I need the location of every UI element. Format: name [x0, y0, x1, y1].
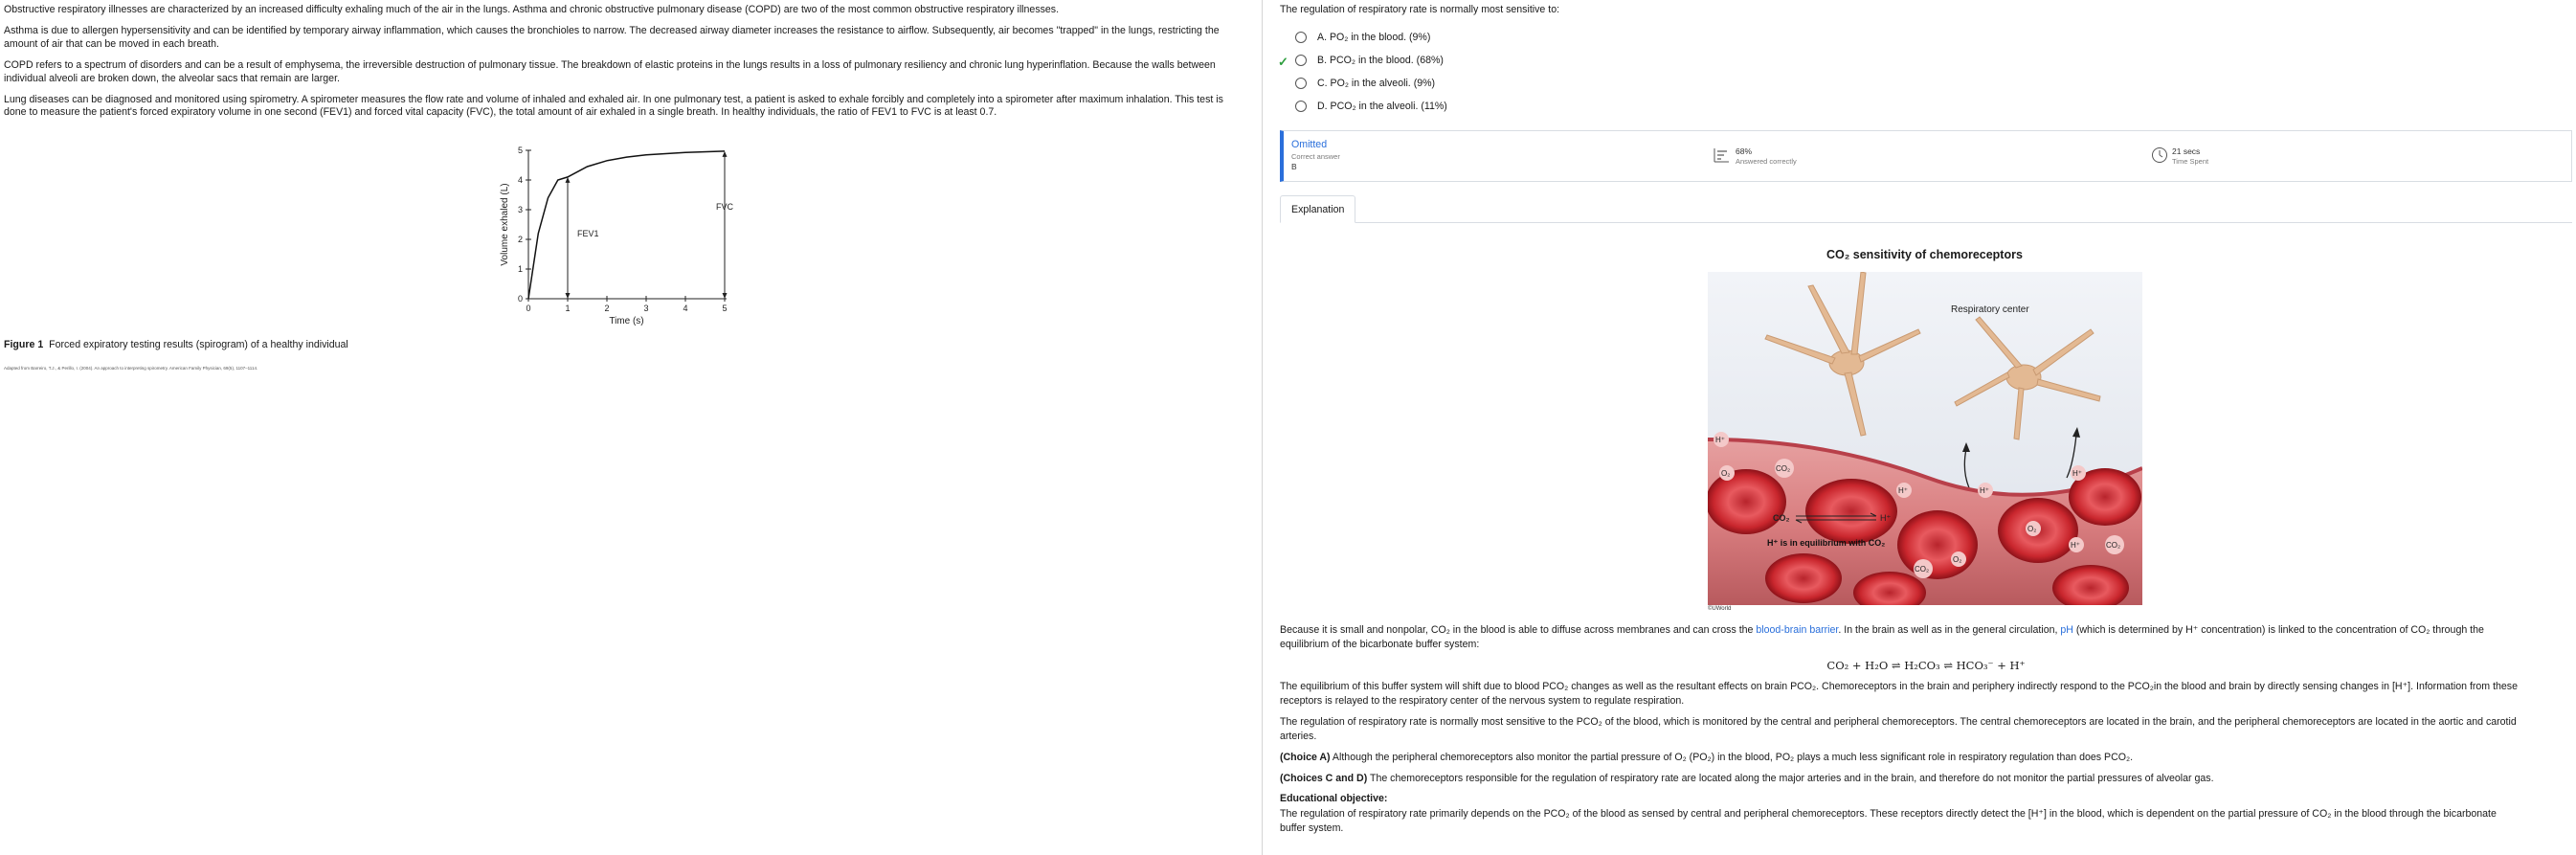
choice-b[interactable]: [1295, 55, 1444, 66]
choice-letter: D.: [1317, 101, 1328, 112]
svg-text:H⁺: H⁺: [2072, 469, 2082, 478]
passage-paragraph-2: Asthma is due to allergen hypersensitivity and can be identified by temporary airway inflammation, which causes the bronchioles to narrow. The decreased airway diameter increases the resistance to airflow. Subsequently, air becomes "trapped" in the lungs, restricting the amount of air that can be moved in each breath.: [4, 25, 1220, 50]
explanation-text: (which is determined by H⁺ concentration) is linked to the concentration of CO₂ through the equilibrium of the bicarbonate buffer system:: [1280, 624, 2484, 650]
answer-stats-box: [1280, 130, 2572, 182]
respiratory-center-label: Respiratory center: [1951, 304, 2029, 315]
chemoreceptor-illustration-svg: [1708, 272, 2142, 605]
choice-letter: A.: [1317, 32, 1328, 43]
figure-caption: [4, 339, 348, 350]
percent-correct-value: 68%: [1736, 146, 1753, 156]
svg-text:CO₂: CO₂: [1915, 565, 1930, 574]
y-tick-label: 3: [517, 205, 523, 214]
choice-text: PCO₂ in the blood.: [1329, 55, 1414, 66]
choice-a[interactable]: [1295, 32, 1430, 43]
illustration-copyright: ©UWorld: [1708, 606, 1732, 612]
passage-paragraph-3: COPD refers to a spectrum of disorders and can be a result of emphysema, the irreversible destruction of pulmonary tissue. The breakdown of elastic proteins in the lungs results in a loss of pulmonary resiliency and chronic lung hyperinflation. Because the walls between individual alveoli are broken down, the alveolar sacs that remain are larger.: [4, 59, 1216, 84]
y-tick-label: 0: [517, 294, 523, 304]
figure-caption-text: Forced expiratory testing results (spirogram) of a healthy individual: [49, 339, 348, 350]
svg-text:H⁺: H⁺: [1980, 486, 1989, 495]
choice-cd-label: (Choices C and D): [1280, 773, 1368, 784]
choice-cd-explanation: [1280, 772, 2524, 786]
annotation-arrowhead: [566, 293, 571, 299]
x-tick-label: 4: [683, 304, 688, 313]
svg-text:O₂: O₂: [1953, 555, 1962, 564]
question-stem: The regulation of respiratory rate is normally most sensitive to:: [1280, 4, 1560, 15]
correct-answer-value: B: [1291, 162, 1297, 171]
choice-a-text: Although the peripheral chemoreceptors also monitor the partial pressure of O₂ (PO₂) in the blood, PO₂ plays a much less significant role in respiratory regulation than does PCO₂.: [1330, 752, 2134, 763]
x-axis-label: Time (s): [609, 316, 644, 326]
explanation-paragraph-3: The regulation of respiratory rate is normally most sensitive to the PCO₂ of the blood, which is monitored by the central and peripheral chemoreceptors. The central chemoreceptors are located in the brain, and the peripheral chemoreceptors are located in the aortic and carotid arteries.: [1280, 716, 2517, 742]
x-tick-label: 5: [722, 304, 728, 313]
x-tick-label: 1: [565, 304, 571, 313]
svg-text:H⁺: H⁺: [1715, 436, 1725, 444]
svg-text:O₂: O₂: [1721, 469, 1731, 478]
spirogram-curve: [528, 151, 725, 299]
svg-text:CO₂: CO₂: [1773, 513, 1790, 523]
svg-text:H⁺: H⁺: [2071, 541, 2080, 550]
choice-text: PCO₂ in the alveoli.: [1330, 101, 1419, 112]
passage-paragraph-1: Obstructive respiratory illnesses are characterized by an increased difficulty exhaling much of the air in the lungs. Asthma and chronic obstructive pulmonary disease (COPD) are two of the most common obstructive respiratory illnesses.: [4, 4, 1060, 15]
y-tick-label: 2: [517, 235, 523, 244]
svg-text:CO₂: CO₂: [2106, 541, 2121, 550]
choice-a-label: (Choice A): [1280, 752, 1331, 763]
svg-text:CO₂: CO₂: [1776, 464, 1791, 473]
time-spent-value: 21 secs: [2172, 146, 2201, 156]
radio-icon[interactable]: [1295, 101, 1307, 112]
correct-answer-label: Correct answer: [1291, 152, 1340, 161]
bicarbonate-equation: CO₂ + H₂O ⇌ H₂CO₃ ⇌ HCO₃⁻ + H⁺: [1826, 659, 2026, 672]
choice-letter: C.: [1317, 78, 1328, 89]
correct-check-icon: ✓: [1278, 55, 1288, 69]
ph-link[interactable]: pH: [2060, 624, 2073, 636]
choice-percent: (9%): [1409, 32, 1431, 43]
svg-text:H⁺: H⁺: [1898, 486, 1908, 495]
x-tick-label: 3: [643, 304, 649, 313]
passage-pane: [0, 0, 1262, 855]
annotation-arrowhead: [723, 293, 728, 299]
chemoreceptor-illustration: [1708, 272, 2142, 605]
educational-objective-text: The regulation of respiratory rate primarily depends on the PCO₂ of the blood as sensed by central and peripheral chemoreceptors. These receptors directly detect the [H⁺] in the blood, which is dependent on the partial pressure of CO₂ in the blood through the bicarbonate buffer system.: [1280, 808, 2497, 834]
y-tick-label: 4: [517, 175, 523, 185]
time-spent-label: Time Spent: [2172, 157, 2209, 166]
y-tick-label: 5: [517, 146, 523, 155]
educational-objective-heading: Educational objective:: [1280, 793, 1388, 804]
spirogram-chart: [498, 144, 747, 335]
passage-paragraph-4: Lung diseases can be diagnosed and monitored using spirometry. A spirometer measures the flow rate and volume of inhaled and exhaled air. In one pulmonary test, a patient is asked to exhale forcibly and completely into a spirometer after maximum inhalation. This test is done to measure the patient's forced expiratory volume in one second (FEV1) and forced vital capacity (FVC), the total amount of air exhaled in a single breath. In healthy individuals, the ratio of FEV1 to FVC is at least 0.7.: [4, 94, 1223, 119]
percent-correct-label: Answered correctly: [1736, 157, 1797, 166]
svg-text:H⁺: H⁺: [1880, 513, 1892, 523]
explanation-paragraph-2: The equilibrium of this buffer system will shift due to blood PCO₂ changes as well as the resultant effects on brain PCO₂. Chemoreceptors in the brain and periphery indirectly respond to the PCO₂in the blood and brain by directly sensing changes in [H⁺]. Information from these receptors is relayed to the respiratory center of the nervous system to regulate respiration.: [1280, 681, 2518, 707]
radio-icon[interactable]: [1295, 32, 1307, 43]
svg-text:O₂: O₂: [2027, 525, 2037, 533]
choice-percent: (68%): [1416, 55, 1444, 66]
radio-icon[interactable]: [1295, 78, 1307, 89]
explanation-tab-bar: [1280, 195, 2572, 223]
blood-brain-barrier-link[interactable]: blood-brain barrier: [1756, 624, 1839, 636]
equilibrium-caption: H⁺ is in equilibrium with CO₂: [1767, 538, 1886, 548]
annotation-arrowhead: [723, 151, 728, 157]
explanation-paragraph-1: [1280, 623, 2524, 652]
illustration-title: CO₂ sensitivity of chemoreceptors: [1826, 248, 2023, 261]
figure-label: Figure 1: [4, 339, 44, 350]
question-pane: [1263, 0, 2576, 855]
choice-d[interactable]: [1295, 101, 1447, 112]
annotation-label: FVC: [716, 202, 733, 212]
choice-percent: (11%): [1421, 101, 1447, 112]
choice-percent: (9%): [1413, 78, 1436, 89]
y-axis-label: Volume exhaled (L): [500, 183, 510, 266]
explanation-text: . In the brain as well as in the general circulation,: [1838, 624, 2061, 636]
x-tick-label: 2: [604, 304, 610, 313]
annotation-label: FEV1: [577, 228, 599, 238]
explanation-body: [1280, 623, 2572, 843]
choice-text: PO₂ in the alveoli.: [1330, 78, 1411, 89]
spirogram-svg: [498, 144, 747, 335]
figure-citation: Adapted from Barreiro, T.J., & Perillo, I. (2004). An approach to interpreting spirometry. American Family Physician, 69(5), 1107–1114.: [4, 366, 258, 371]
radio-icon[interactable]: [1295, 55, 1307, 66]
explanation-text: Because it is small and nonpolar, CO₂ in the blood is able to diffuse across membranes and can cross the: [1280, 624, 1757, 636]
choice-cd-text: The chemoreceptors responsible for the regulation of respiratory rate are located along the major arteries and in the brain, and therefore do not monitor the partial pressures of alveolar gas.: [1367, 773, 2214, 784]
bar-chart-icon: [1713, 146, 1730, 164]
choice-text: PO₂ in the blood.: [1329, 32, 1407, 43]
tab-explanation[interactable]: Explanation: [1280, 195, 1355, 223]
y-tick-label: 1: [517, 264, 523, 274]
answer-status: Omitted: [1291, 139, 1328, 150]
clock-icon: [2151, 146, 2168, 164]
choice-letter: B.: [1317, 55, 1328, 66]
choice-a-explanation: [1280, 751, 2524, 765]
choice-c[interactable]: [1295, 78, 1435, 89]
x-tick-label: 0: [526, 304, 531, 313]
